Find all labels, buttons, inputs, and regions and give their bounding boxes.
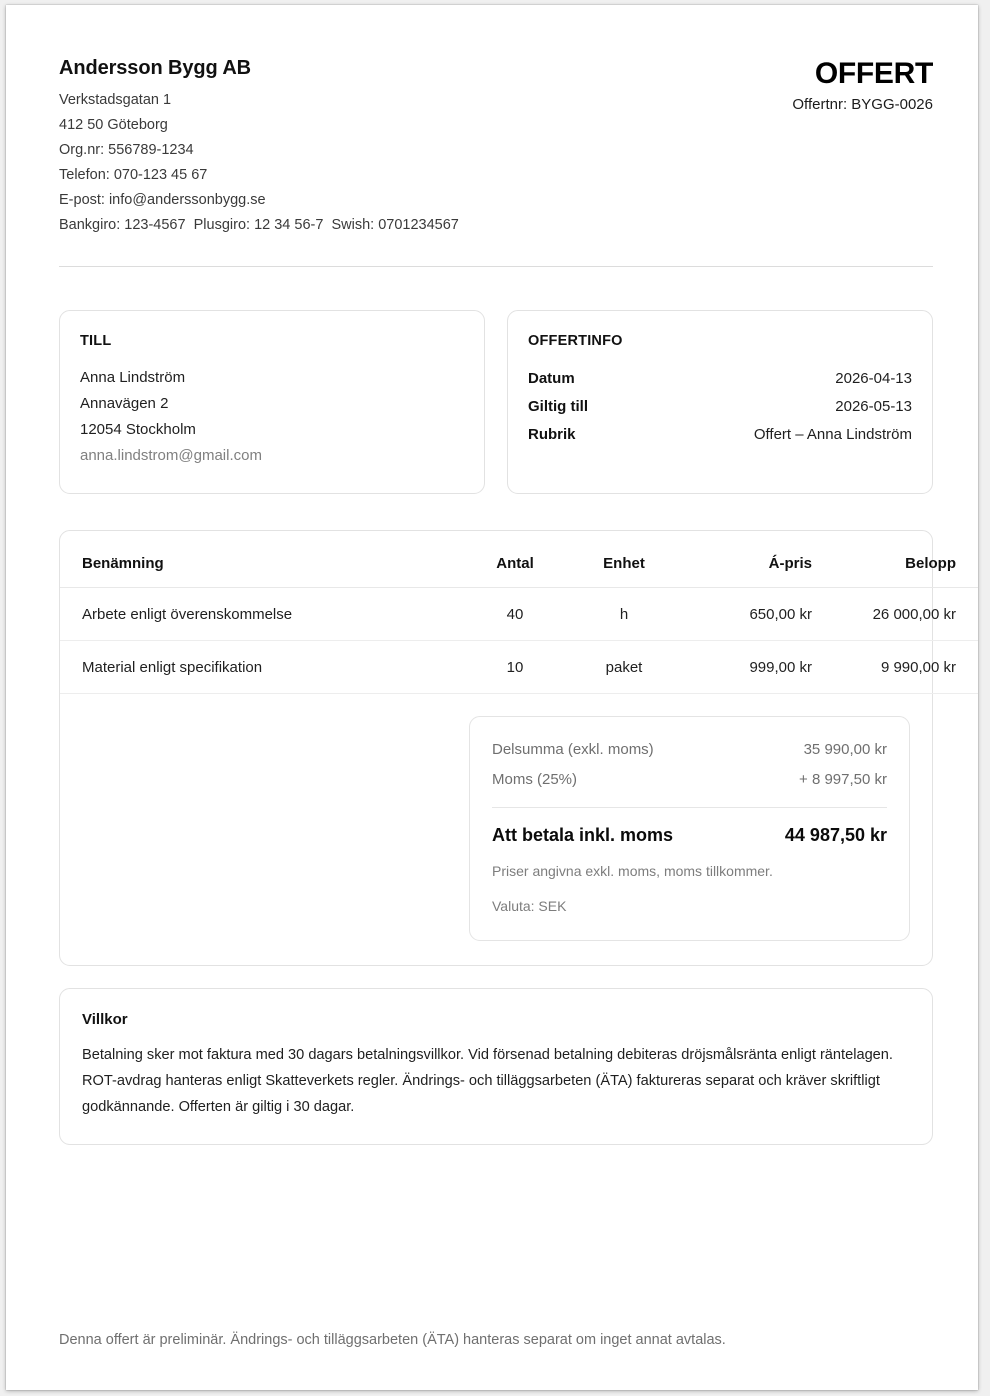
company-phone: Telefon: 070-123 45 67 — [59, 167, 208, 183]
terms-body: Betalning sker mot faktura med 30 dagars betalningsvillkor. Vid försenad betalning debiteras dröjsmålsränta enligt räntelagen. ROT-avdrag hanteras enligt Skatteverkets regler. Ändrings- och tilläggsarbeten (ÄTA) faktureras separat och kräver skriftligt godkännande. Offerten är giltig i 30 dagar. — [82, 1047, 898, 1115]
recipient-city: 12054 Stockholm — [80, 421, 196, 438]
cell-unit: paket — [568, 641, 680, 694]
parties-section — [59, 310, 933, 494]
vat-row — [492, 765, 887, 795]
column-header-amount: Belopp — [812, 531, 978, 588]
offer-info-label-rubrik: Rubrik — [528, 426, 576, 443]
cell-quantity: 10 — [462, 641, 568, 694]
totals-note-currency: Valuta: SEK — [492, 898, 567, 914]
grand-total-value: 44 987,50 kr — [784, 825, 887, 845]
document-footer: Denna offert är preliminär. Ändrings- och tilläggsarbeten (ÄTA) hanteras separat om inget annat avtalas. — [59, 1332, 726, 1348]
vat-label: Moms (25%) — [492, 771, 578, 788]
subtotal-value: 35 990,00 kr — [803, 741, 887, 758]
offer-info-row — [528, 421, 912, 449]
subtotal-row — [492, 735, 887, 765]
grand-total-row — [492, 820, 887, 850]
offer-info-value-rubrik: Offert – Anna Lindström — [753, 426, 912, 443]
table-row — [60, 641, 978, 694]
company-street: Verkstadsgatan 1 — [59, 92, 172, 108]
cell-unit-price: 999,00 kr — [680, 641, 812, 694]
company-email: E-post: info@anderssonbygg.se — [59, 192, 266, 208]
offer-info-label-giltig-till: Giltig till — [528, 398, 588, 415]
table-row — [60, 588, 978, 641]
recipient-email: anna.lindstrom@gmail.com — [80, 447, 262, 464]
document-content — [59, 5, 956, 1390]
cell-amount: 26 000,00 kr — [812, 588, 978, 641]
cell-unit-price: 650,00 kr — [680, 588, 812, 641]
cell-amount: 9 990,00 kr — [812, 641, 978, 694]
recipient-street: Annavägen 2 — [80, 395, 169, 412]
column-header-unit: Enhet — [568, 531, 680, 588]
company-city: 412 50 Göteborg — [59, 117, 168, 133]
table-header-row — [60, 531, 978, 588]
line-items-table — [60, 531, 978, 694]
terms-title: Villkor — [82, 1011, 128, 1028]
page-title: OFFERT — [814, 57, 933, 90]
cell-description: Arbete enligt överenskommelse — [60, 588, 462, 641]
document-title-block — [792, 57, 933, 113]
offer-info-value-datum: 2026-04-13 — [835, 370, 912, 387]
totals-card — [469, 716, 910, 941]
offer-info-row — [528, 365, 912, 393]
subtotal-label: Delsumma (exkl. moms) — [492, 741, 654, 758]
totals-note-prices: Priser angivna exkl. moms, moms tillkommer. — [492, 863, 773, 879]
vat-value: + 8 997,50 kr — [799, 771, 887, 788]
column-header-quantity: Antal — [462, 531, 568, 588]
header-divider — [59, 266, 933, 267]
totals-section — [60, 694, 932, 941]
totals-divider — [492, 807, 887, 808]
offer-info-row — [528, 393, 912, 421]
column-header-description: Benämning — [60, 531, 462, 588]
cell-description: Material enligt specifikation — [60, 641, 462, 694]
offer-info-value-giltig-till: 2026-05-13 — [835, 398, 912, 415]
company-details — [59, 88, 459, 238]
terms-card — [59, 988, 933, 1145]
recipient-card — [59, 310, 485, 494]
cell-quantity: 40 — [462, 588, 568, 641]
offer-info-label-datum: Datum — [528, 370, 575, 387]
offer-info-card-title: OFFERTINFO — [528, 333, 623, 349]
recipient-name: Anna Lindström — [80, 369, 186, 386]
grand-total-label: Att betala inkl. moms — [492, 825, 674, 845]
company-name: Andersson Bygg AB — [59, 57, 252, 79]
column-header-unit-price: Á-pris — [680, 531, 812, 588]
cell-unit: h — [568, 588, 680, 641]
line-items-card — [59, 530, 956, 966]
company-block — [59, 57, 459, 238]
recipient-card-title: TILL — [80, 333, 112, 349]
company-org-nr: Org.nr: 556789-1234 — [59, 142, 194, 158]
document-header — [59, 5, 933, 238]
offer-document-page — [6, 5, 978, 1390]
offer-number: Offertnr: BYGG-0026 — [792, 96, 933, 113]
company-payment-details: Bankgiro: 123-4567 Plusgiro: 12 34 56-7 Swish: 0701234567 — [59, 217, 459, 233]
offer-info-card — [507, 310, 933, 494]
